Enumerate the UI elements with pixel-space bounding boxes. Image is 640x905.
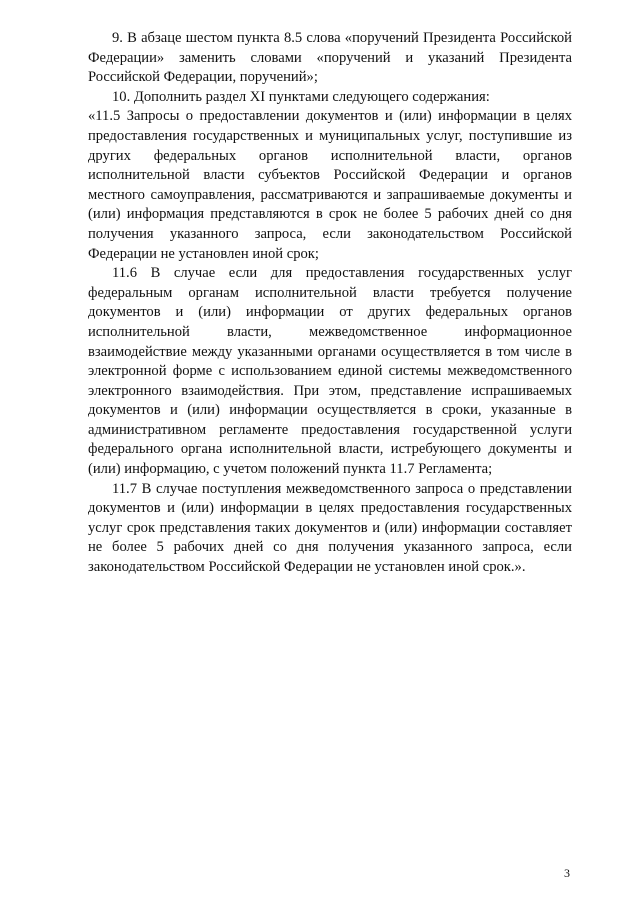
paragraph-item-9: 9. В абзаце шестом пункта 8.5 слова «поручений Президента Российской Федерации» заменить словами «поручений и указаний Президента Российской Федерации, поручений»; [88, 30, 572, 86]
paragraph-item-10: 10. Дополнить раздел XI пунктами следующего содержания: [112, 88, 490, 105]
paragraph-clause-11-5: «11.5 Запросы о предоставлении документов и (или) информации в целях предоставления государственных и муниципальных услуг, поступившие из других федеральных органов исполнительной власти, органов исполнительной власти субъектов Российской Федерации и органов местного самоуправления, рассматриваются и запрашиваемые документы и (или) информация представляются в срок не более 5 рабочих дней со дня получения указанного запроса, если законодательством Российской Федерации не установлен иной срок; [88, 108, 572, 262]
page-number: 3 [564, 866, 570, 880]
paragraph-clause-11-6: 11.6 В случае если для предоставления государственных услуг федеральным органам исполнительной власти требуется получение документов и (или) информации от других федеральных органов исполнительной власти, межведомственное информационное взаимодействие между указанными органами осуществляется в том числе в электронной форме с использованием единой системы межведомственного электронного взаимодействия. При этом, представление испрашиваемых документов и (или) информации осуществляется в сроки, указанные в административном регламенте предоставления государственной услуги федерального органа исполнительной власти, истребующего документы и (или) информацию, с учетом положений пункта 11.7 Регламента; [88, 265, 572, 478]
document-body [88, 29, 572, 578]
paragraph-clause-11-7: 11.7 В случае поступления межведомственного запроса о представлении документов и (или) информации в целях предоставления государственных услуг срок представления таких документов и (или) информации составляет не более 5 рабочих дней со дня получения указанного запроса, если законодательством Российской Федерации не установлен иной срок.». [88, 480, 572, 576]
